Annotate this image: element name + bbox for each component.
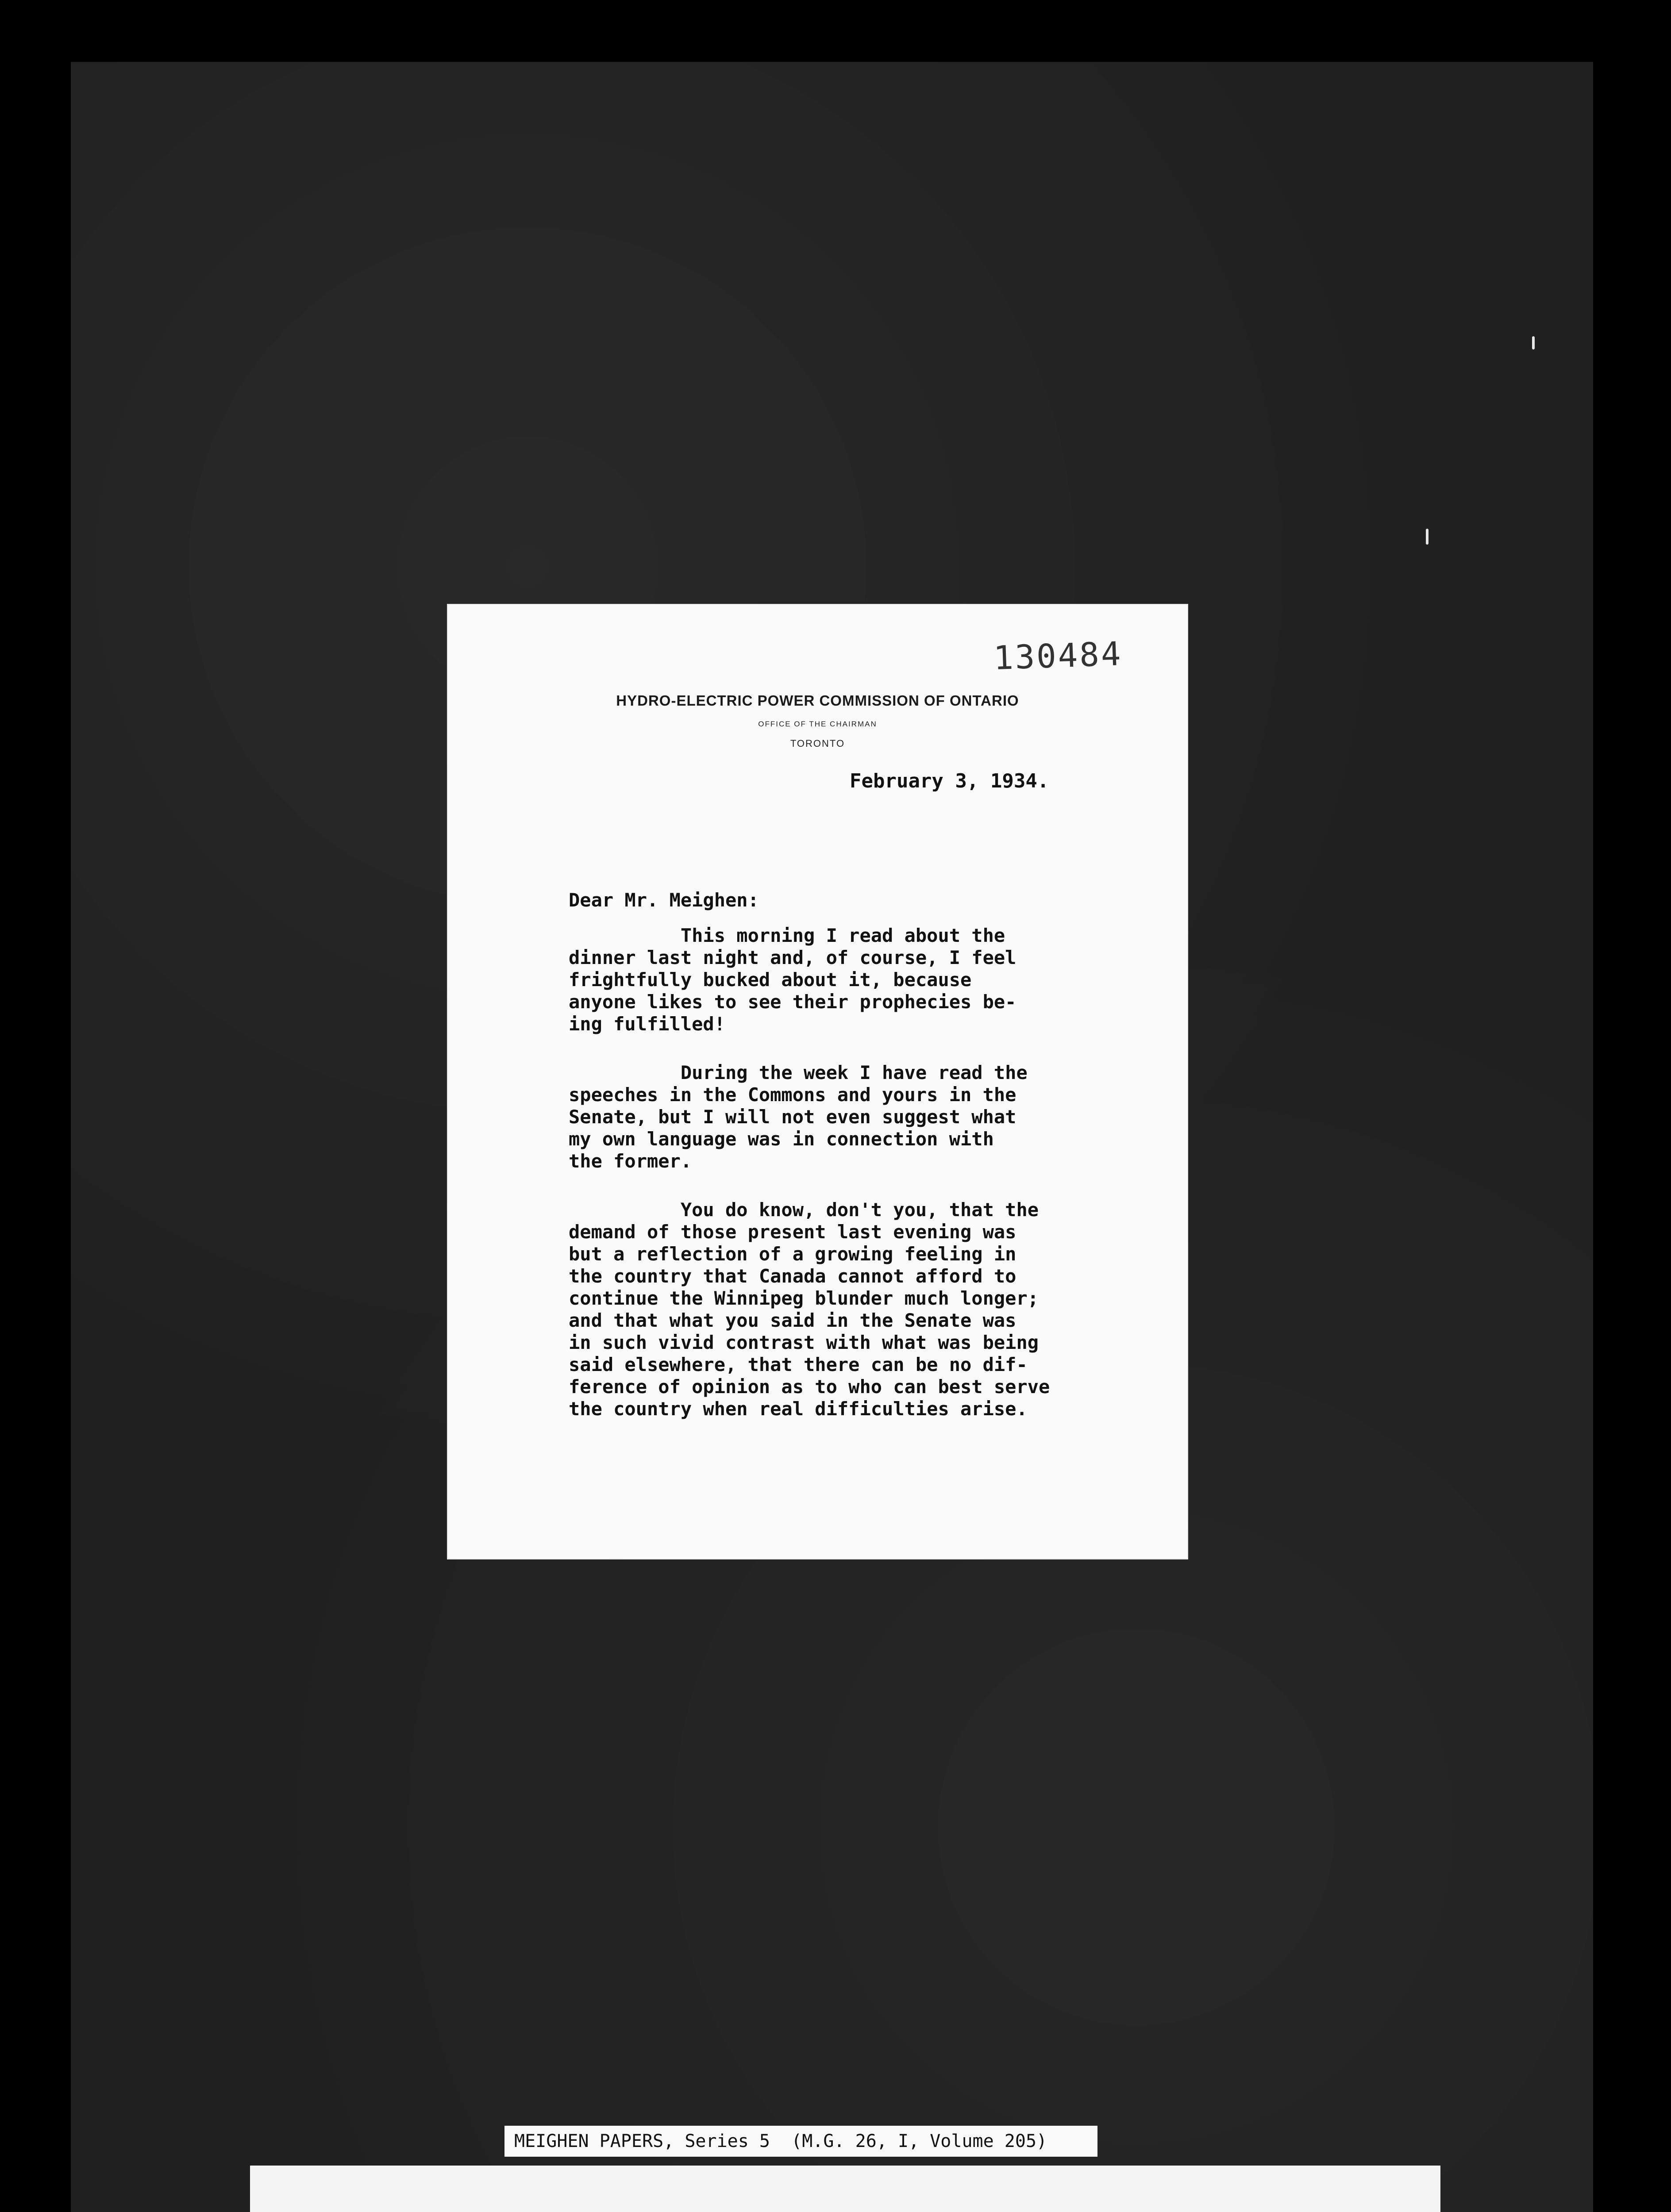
letterhead-office: OFFICE OF THE CHAIRMAN	[758, 720, 877, 728]
document-number: 130484	[993, 634, 1123, 678]
film-speck	[1532, 336, 1535, 349]
letter-salutation: Dear Mr. Meighen:	[569, 889, 759, 911]
letter-date: February 3, 1934.	[850, 770, 1049, 792]
letter-paragraph-1: This morning I read about the dinner last night and, of course, I feel frightfully bucked about it, because anyone likes to see their prophecies be- ing fulfilled!	[569, 925, 1016, 1035]
letterhead-organization: HYDRO-ELECTRIC POWER COMMISSION OF ONTARIO	[616, 692, 1019, 709]
archives-card	[250, 2166, 1440, 2212]
letter-paragraph-2: During the week I have read the speeches in the Commons and yours in the Senate, but I will not even suggest what my own language was in connection with the former.	[569, 1062, 1028, 1172]
letter-paragraph-3: You do know, don't you, that the demand of those present last evening was but a reflection of a growing feeling in the country that Canada cannot afford to continue the Winnipeg blunder much longer; and that what you said in the Senate was in such vivid contrast with what was being said elsewhere, that there can be no dif- ference of opinion as to who can best serve the country when real difficulties arise.	[569, 1199, 1050, 1420]
letter-page	[447, 604, 1188, 1559]
letterhead-city: TORONTO	[790, 738, 845, 749]
series-label: MEIGHEN PAPERS, Series 5 (M.G. 26, I, Volume 205)	[504, 2126, 1097, 2157]
film-speck	[1426, 529, 1428, 545]
